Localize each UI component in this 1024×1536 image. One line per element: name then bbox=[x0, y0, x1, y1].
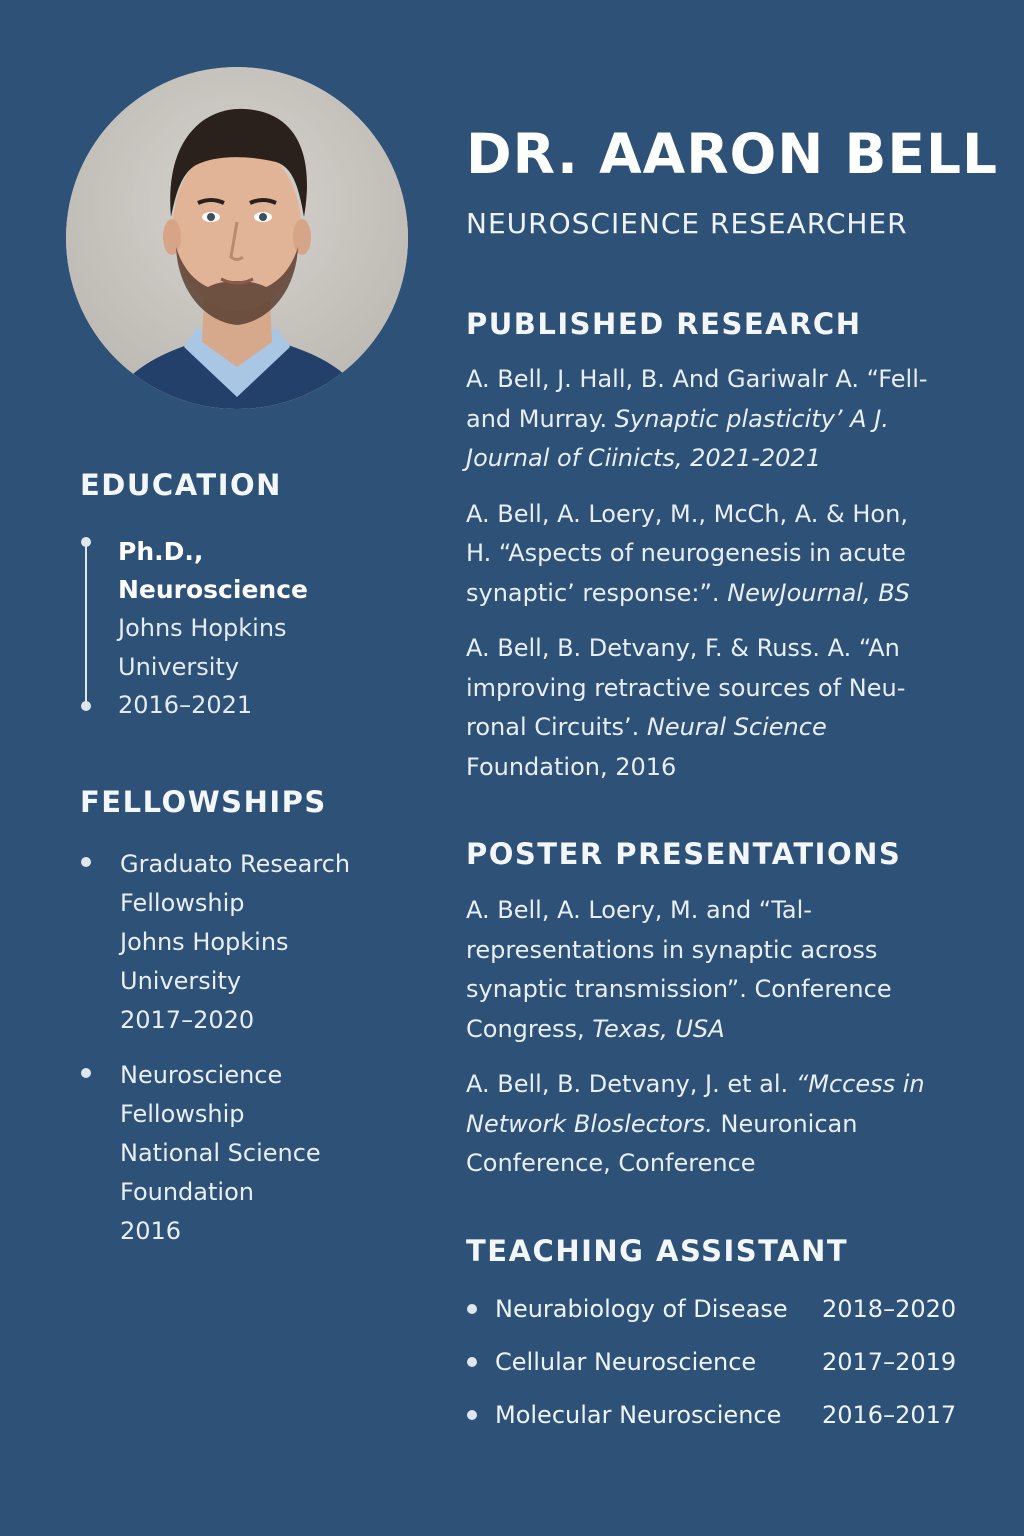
citation-line: synaptic transmission”. Conference bbox=[466, 975, 892, 1003]
degree-line: Neuroscience bbox=[118, 575, 308, 604]
citation-line: synaptic’ response:”. NewJournal, BS bbox=[466, 578, 910, 607]
portrait-icon bbox=[66, 67, 408, 409]
poster-presentations-list bbox=[466, 891, 956, 1200]
timeline-end-dot bbox=[81, 701, 91, 711]
fellowship-item bbox=[80, 1056, 400, 1251]
fellowship-line: Neuroscience bbox=[120, 1061, 283, 1089]
teaching-list bbox=[466, 1290, 986, 1449]
citation-line: Foundation, 2016 bbox=[466, 752, 677, 781]
fellowship-item bbox=[80, 845, 400, 1040]
fellowships-list bbox=[80, 845, 400, 1267]
poster-presentations-heading: POSTER PRESENTATIONS bbox=[466, 837, 902, 871]
teaching-assistant-heading: TEACHING ASSISTANT bbox=[466, 1234, 849, 1268]
fellowship-line: Foundation bbox=[120, 1178, 254, 1206]
person-name: DR. AARON BELL bbox=[466, 122, 999, 186]
citation-line: Network Bloslectors. Neuronican bbox=[466, 1109, 858, 1138]
course-name: Neurabiology of Disease bbox=[495, 1295, 788, 1323]
course-years: 2018–2020 bbox=[822, 1295, 957, 1323]
fellowship-line: Fellowship bbox=[120, 889, 245, 917]
fellowships-heading: FELLOWSHIPS bbox=[80, 785, 327, 819]
citation-line: H. “Aspects of neurogenesis in acute bbox=[466, 539, 906, 567]
published-research-heading: PUBLISHED RESEARCH bbox=[466, 307, 862, 341]
poster-entry bbox=[466, 1065, 956, 1184]
citation-line: A. Bell, A. Loery, M. and “Tal- bbox=[466, 896, 812, 924]
citation-line: Congress, Texas, USA bbox=[466, 1014, 725, 1043]
education-heading: EDUCATION bbox=[80, 468, 282, 502]
bullet-icon bbox=[467, 1410, 477, 1420]
course-years: 2016–2017 bbox=[822, 1401, 957, 1429]
publication-entry bbox=[466, 360, 956, 479]
school-line: University bbox=[118, 652, 240, 681]
course-name: Molecular Neuroscience bbox=[495, 1401, 782, 1429]
fellowship-line: 2016 bbox=[120, 1217, 182, 1245]
fellowship-line: National Science bbox=[120, 1139, 321, 1167]
teaching-item bbox=[466, 1396, 986, 1449]
citation-line: improving retractive sources of Neu- bbox=[466, 673, 906, 702]
person-role: NEUROSCIENCE RESEARCHER bbox=[466, 207, 908, 240]
fellowship-line: University bbox=[120, 967, 242, 995]
published-research-list bbox=[466, 360, 956, 803]
citation-line: Journal of Ciinicts, 2021-2021 bbox=[466, 444, 821, 472]
fellowship-line: Fellowship bbox=[120, 1100, 245, 1128]
timeline-line bbox=[85, 541, 87, 707]
bullet-icon bbox=[467, 1357, 477, 1367]
citation-line: representations in synaptic across bbox=[466, 935, 878, 964]
citation-line: A. Bell, B. Detvany, F. & Russ. A. “An bbox=[466, 634, 900, 662]
citation-line: A. Bell, A. Loery, M., McCh, A. & Hon, bbox=[466, 499, 908, 528]
bullet-icon bbox=[81, 857, 91, 867]
citation-line: and Murray. Synaptic plasticity’ A J. bbox=[466, 404, 889, 433]
teaching-item bbox=[466, 1343, 986, 1396]
education-years: 2016–2021 bbox=[118, 691, 253, 719]
poster-entry bbox=[466, 891, 956, 1049]
fellowship-line: Graduato Research bbox=[120, 850, 351, 878]
course-name: Cellular Neuroscience bbox=[495, 1348, 757, 1376]
citation-line: Conference, Conference bbox=[466, 1149, 756, 1177]
portrait-photo bbox=[66, 67, 408, 409]
citation-line: A. Bell, J. Hall, B. And Gariwalr A. “Fell- bbox=[466, 365, 928, 393]
fellowship-line: Johns Hopkins bbox=[120, 928, 289, 956]
citation-line: ronal Circuits’. Neural Science bbox=[466, 713, 827, 741]
publication-entry bbox=[466, 629, 956, 787]
timeline-rail bbox=[80, 533, 92, 713]
citation-line: A. Bell, B. Detvany, J. et al. “Mccess in bbox=[466, 1070, 925, 1098]
publication-entry bbox=[466, 495, 956, 614]
degree-line: Ph.D., bbox=[118, 537, 204, 566]
fellowship-line: 2017–2020 bbox=[120, 1006, 255, 1034]
school-line: Johns Hopkins bbox=[118, 614, 287, 642]
teaching-item bbox=[466, 1290, 986, 1343]
course-years: 2017–2019 bbox=[822, 1348, 957, 1376]
bullet-icon bbox=[467, 1304, 477, 1314]
bullet-icon bbox=[81, 1068, 91, 1078]
